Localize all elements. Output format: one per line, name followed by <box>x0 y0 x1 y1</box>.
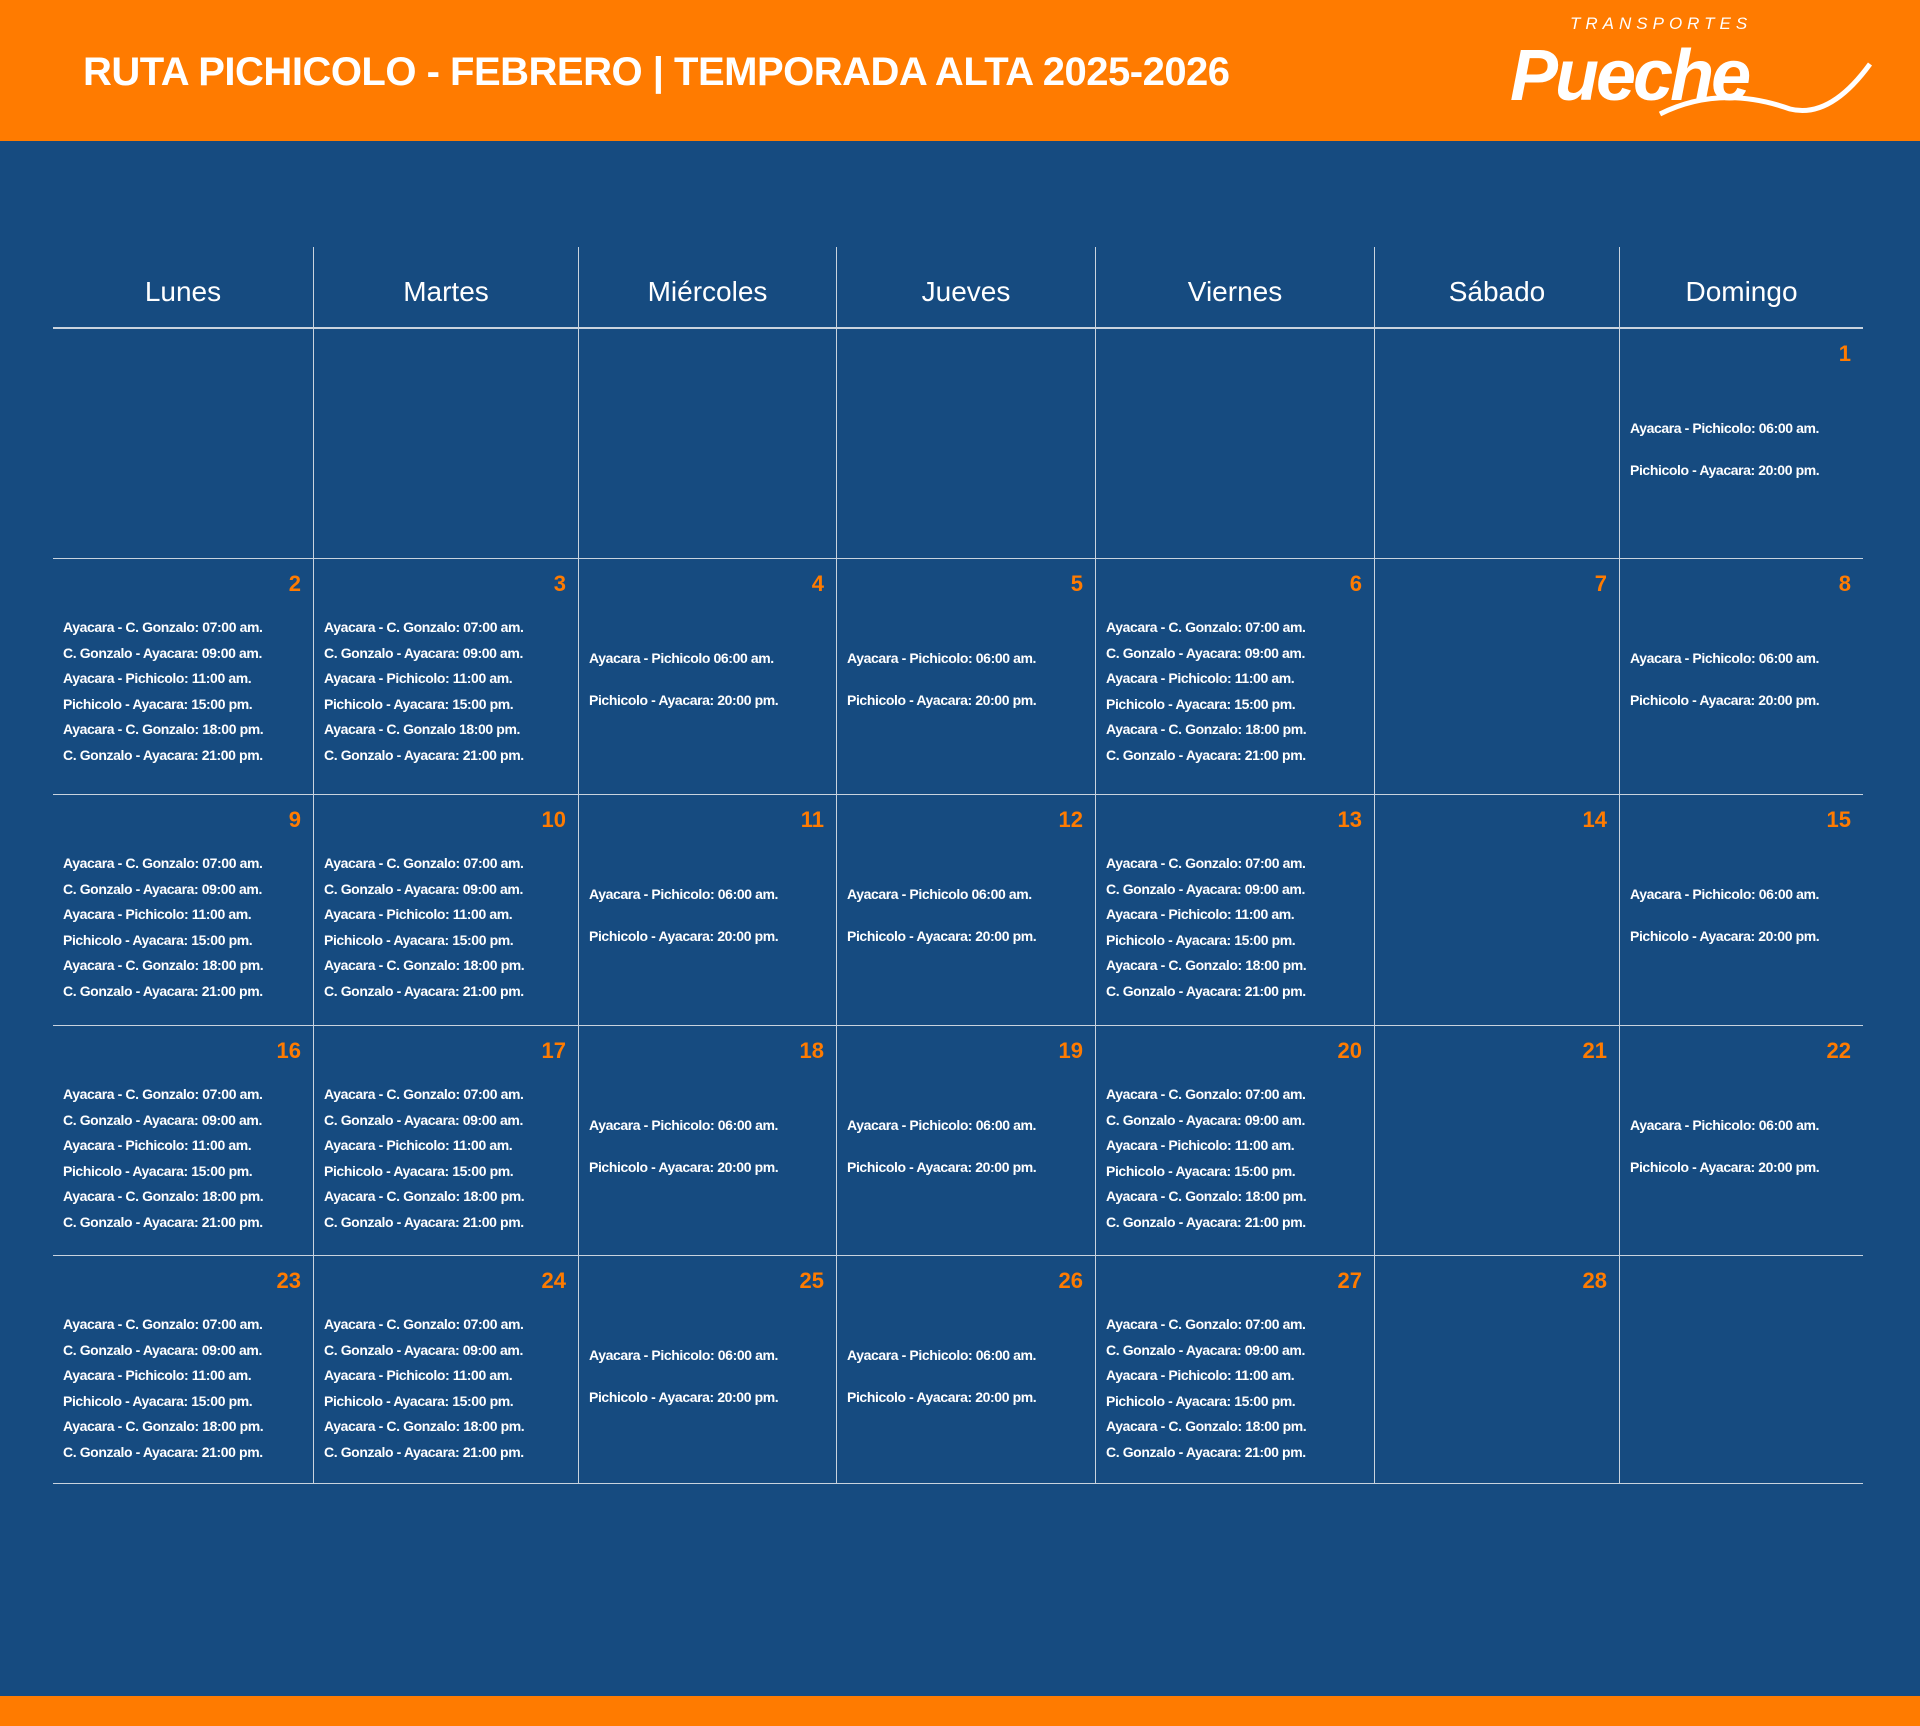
week-row <box>53 1256 1863 1484</box>
trip-item: Pichicolo - Ayacara: 20:00 pm. <box>589 928 779 944</box>
trip-list <box>1106 1312 1370 1465</box>
trip-item: C. Gonzalo - Ayacara: 21:00 pm. <box>1106 982 1306 999</box>
trip-item: Ayacara - C. Gonzalo: 18:00 pm. <box>63 957 264 973</box>
trip-item: Ayacara - C. Gonzalo: 07:00 am. <box>1106 1316 1306 1332</box>
trip-item: Ayacara - Pichicolo: 06:00 am. <box>847 1117 1037 1133</box>
trip-item: Ayacara - C. Gonzalo: 18:00 pm. <box>63 1418 264 1434</box>
day-cell <box>53 329 313 558</box>
day-cell <box>1619 795 1863 1025</box>
trip-list <box>847 1334 1091 1418</box>
day-cell <box>578 1256 836 1483</box>
day-number: 3 <box>553 571 566 596</box>
trip-item: Pichicolo - Ayacara: 15:00 pm. <box>1106 695 1296 712</box>
day-number: 24 <box>541 1268 566 1293</box>
day-cell <box>1095 1256 1374 1483</box>
trip-item: Ayacara - Pichicolo: 11:00 am. <box>63 906 252 922</box>
trip-item: Pichicolo - Ayacara: 20:00 pm. <box>589 1389 779 1405</box>
trip-item: Ayacara - Pichicolo: 06:00 am. <box>1630 650 1820 666</box>
trip-item: C. Gonzalo - Ayacara: 21:00 pm. <box>63 746 263 763</box>
trip-item: Ayacara - C. Gonzalo: 07:00 am. <box>63 1086 263 1102</box>
trip-item: Ayacara - Pichicolo: 11:00 am. <box>324 906 513 922</box>
trip-item: C. Gonzalo - Ayacara: 21:00 pm. <box>324 746 524 763</box>
day-number: 17 <box>541 1038 566 1063</box>
page-title: RUTA PICHICOLO - FEBRERO | TEMPORADA ALTA 2025-2026 <box>83 50 1230 94</box>
day-cell <box>53 795 313 1025</box>
trip-item: Ayacara - Pichicolo: 11:00 am. <box>1106 1367 1295 1383</box>
day-number: 23 <box>276 1268 301 1293</box>
trip-item: Ayacara - Pichicolo: 11:00 am. <box>324 1367 513 1383</box>
trip-item: Ayacara - C. Gonzalo: 18:00 pm. <box>324 957 525 973</box>
trip-list <box>324 851 574 1004</box>
trip-item: Pichicolo - Ayacara: 15:00 pm. <box>324 1392 514 1409</box>
weekday-6: Domingo <box>1619 247 1863 327</box>
day-number <box>63 341 309 371</box>
trip-item: C. Gonzalo - Ayacara: 09:00 am. <box>1106 644 1305 661</box>
trip-item: Ayacara - C. Gonzalo: 07:00 am. <box>63 855 263 871</box>
trip-item: Ayacara - Pichicolo: 11:00 am. <box>1106 670 1295 686</box>
day-cell <box>1619 1256 1863 1483</box>
trip-item: C. Gonzalo - Ayacara: 21:00 pm. <box>324 1213 524 1230</box>
trip-item: C. Gonzalo - Ayacara: 21:00 pm. <box>324 982 524 999</box>
trip-list <box>63 1082 309 1235</box>
weekday-1: Martes <box>313 247 578 327</box>
day-cell <box>1619 329 1863 558</box>
trip-list <box>1106 851 1370 1004</box>
logo-text: Pueche <box>1510 36 1749 116</box>
trip-item: Pichicolo - Ayacara: 15:00 pm. <box>1106 1392 1296 1409</box>
day-number: 25 <box>799 1268 824 1293</box>
day-number: 20 <box>1337 1038 1362 1063</box>
trip-item: C. Gonzalo - Ayacara: 09:00 am. <box>324 880 523 897</box>
trip-item: Ayacara - Pichicolo: 06:00 am. <box>589 886 779 902</box>
day-number: 16 <box>276 1038 301 1063</box>
day-number: 2 <box>288 571 301 596</box>
weekday-0: Lunes <box>144 276 222 307</box>
trip-item: C. Gonzalo - Ayacara: 21:00 pm. <box>1106 1443 1306 1460</box>
day-cell <box>1095 559 1374 794</box>
trip-item: Ayacara - Pichicolo: 06:00 am. <box>1630 1117 1820 1133</box>
trip-item: Ayacara - C. Gonzalo: 18:00 pm. <box>324 1418 525 1434</box>
day-number: 5 <box>1070 571 1083 596</box>
trip-list <box>324 615 574 768</box>
day-cell <box>836 1026 1095 1255</box>
trip-item: Pichicolo - Ayacara: 20:00 pm. <box>847 928 1037 944</box>
day-cell <box>313 329 578 558</box>
trip-item: Pichicolo - Ayacara: 15:00 pm. <box>1106 931 1296 948</box>
week-row <box>53 329 1863 559</box>
trip-item: Pichicolo - Ayacara: 20:00 pm. <box>847 692 1037 708</box>
day-number: 10 <box>541 807 566 832</box>
trip-item: Ayacara - C. Gonzalo: 18:00 pm. <box>63 721 264 737</box>
day-cell <box>1374 795 1619 1025</box>
trip-list <box>1106 1082 1370 1235</box>
trip-item: C. Gonzalo - Ayacara: 09:00 am. <box>63 644 262 661</box>
trip-item: C. Gonzalo - Ayacara: 21:00 pm. <box>63 982 263 999</box>
trip-item: Ayacara - C. Gonzalo: 07:00 am. <box>324 1086 524 1102</box>
day-cell <box>578 795 836 1025</box>
trip-list <box>589 873 832 957</box>
week-row <box>53 559 1863 795</box>
logo-small-text: TRANSPORTES <box>1570 14 1753 33</box>
trip-item: Ayacara - C. Gonzalo: 07:00 am. <box>324 1316 524 1332</box>
day-number: 15 <box>1826 807 1851 832</box>
company-logo <box>1510 14 1880 129</box>
trip-list <box>589 1104 832 1188</box>
weekday-header <box>53 247 1863 329</box>
day-number <box>324 341 574 371</box>
day-cell <box>313 1026 578 1255</box>
weekday-5: Sábado <box>1374 247 1619 327</box>
day-cell <box>53 559 313 794</box>
trip-item: Pichicolo - Ayacara: 15:00 pm. <box>324 695 514 712</box>
trip-item: Pichicolo - Ayacara: 15:00 pm. <box>63 695 253 712</box>
trip-item: Ayacara - C. Gonzalo: 18:00 pm. <box>1106 721 1307 737</box>
trip-item: Pichicolo - Ayacara: 15:00 pm. <box>63 1392 253 1409</box>
day-number: 8 <box>1838 571 1851 596</box>
trip-list <box>1630 873 1859 957</box>
day-cell <box>578 559 836 794</box>
trip-item: Ayacara - Pichicolo 06:00 am. <box>589 650 774 666</box>
day-cell <box>1374 1256 1619 1483</box>
day-cell <box>1374 559 1619 794</box>
trip-item: Pichicolo - Ayacara: 20:00 pm. <box>847 1389 1037 1405</box>
trip-item: Ayacara - Pichicolo: 06:00 am. <box>1630 420 1820 436</box>
day-number <box>1385 341 1615 371</box>
day-cell <box>1095 329 1374 558</box>
day-cell <box>1374 1026 1619 1255</box>
trip-item: Ayacara - C. Gonzalo: 18:00 pm. <box>324 1188 525 1204</box>
trip-item: Ayacara - Pichicolo: 11:00 am. <box>63 1137 252 1153</box>
day-number: 14 <box>1582 807 1607 832</box>
trip-item: Pichicolo - Ayacara: 15:00 pm. <box>324 931 514 948</box>
trip-list <box>324 1312 574 1465</box>
trip-list <box>589 1334 832 1418</box>
header-bar <box>0 0 1920 141</box>
trip-item: Ayacara - Pichicolo 06:00 am. <box>847 886 1032 902</box>
trip-item: C. Gonzalo - Ayacara: 09:00 am. <box>1106 1111 1305 1128</box>
day-number: 27 <box>1337 1268 1362 1293</box>
week-row <box>53 795 1863 1026</box>
trip-item: C. Gonzalo - Ayacara: 09:00 am. <box>63 1341 262 1358</box>
trip-item: C. Gonzalo - Ayacara: 09:00 am. <box>63 1111 262 1128</box>
day-number <box>1106 341 1370 371</box>
trip-item: Ayacara - Pichicolo: 06:00 am. <box>847 1347 1037 1363</box>
calendar-body <box>53 329 1863 1484</box>
trip-item: C. Gonzalo - Ayacara: 09:00 am. <box>324 644 523 661</box>
week-row <box>53 1026 1863 1256</box>
trip-item: Pichicolo - Ayacara: 20:00 pm. <box>1630 928 1820 944</box>
trip-item: Ayacara - Pichicolo: 11:00 am. <box>63 1367 252 1383</box>
trip-list <box>1630 1104 1859 1188</box>
trip-item: Ayacara - Pichicolo: 06:00 am. <box>1630 886 1820 902</box>
trip-item: C. Gonzalo - Ayacara: 21:00 pm. <box>1106 1213 1306 1230</box>
trip-item: Ayacara - Pichicolo: 06:00 am. <box>589 1117 779 1133</box>
day-number: 11 <box>800 807 824 832</box>
day-number <box>847 341 1091 371</box>
day-cell <box>836 559 1095 794</box>
trip-item: C. Gonzalo - Ayacara: 21:00 pm. <box>63 1443 263 1460</box>
day-cell <box>1619 1026 1863 1255</box>
trip-item: Pichicolo - Ayacara: 20:00 pm. <box>589 1159 779 1175</box>
calendar <box>53 247 1863 1484</box>
trip-item: Ayacara - C. Gonzalo: 07:00 am. <box>63 619 263 635</box>
trip-item: C. Gonzalo - Ayacara: 21:00 pm. <box>1106 746 1306 763</box>
trip-list <box>847 873 1091 957</box>
day-cell <box>313 1256 578 1483</box>
trip-item: Ayacara - C. Gonzalo: 18:00 pm. <box>1106 957 1307 973</box>
trip-item: C. Gonzalo - Ayacara: 21:00 pm. <box>324 1443 524 1460</box>
day-cell <box>53 1026 313 1255</box>
trip-item: Pichicolo - Ayacara: 15:00 pm. <box>63 1162 253 1179</box>
day-number: 6 <box>1349 571 1362 596</box>
day-number: 13 <box>1337 807 1362 832</box>
trip-item: C. Gonzalo - Ayacara: 09:00 am. <box>324 1341 523 1358</box>
weekday-3: Jueves <box>836 247 1095 327</box>
trip-list <box>63 1312 309 1465</box>
trip-list <box>847 637 1091 721</box>
day-number <box>589 341 832 371</box>
trip-item: Ayacara - C. Gonzalo: 18:00 pm. <box>63 1188 264 1204</box>
day-cell <box>1619 559 1863 794</box>
day-number <box>1630 1268 1859 1298</box>
trip-item: Ayacara - Pichicolo: 11:00 am. <box>324 670 513 686</box>
trip-item: Pichicolo - Ayacara: 20:00 pm. <box>1630 1159 1820 1175</box>
trip-list <box>63 615 309 768</box>
trip-item: Pichicolo - Ayacara: 20:00 pm. <box>589 692 779 708</box>
trip-item: Pichicolo - Ayacara: 20:00 pm. <box>1630 692 1820 708</box>
trip-item: Ayacara - C. Gonzalo 18:00 pm. <box>324 721 520 737</box>
trip-list <box>847 1104 1091 1188</box>
wave-icon <box>1640 54 1880 124</box>
trip-item: Ayacara - Pichicolo: 11:00 am. <box>1106 1137 1295 1153</box>
weekday-2: Miércoles <box>578 247 836 327</box>
day-number: 26 <box>1058 1268 1083 1293</box>
trip-item: Ayacara - C. Gonzalo: 07:00 am. <box>63 1316 263 1332</box>
day-number: 1 <box>1838 341 1851 366</box>
trip-item: Ayacara - C. Gonzalo: 07:00 am. <box>1106 619 1306 635</box>
trip-list <box>1106 615 1370 768</box>
day-cell <box>313 559 578 794</box>
trip-item: Pichicolo - Ayacara: 20:00 pm. <box>1630 462 1820 478</box>
day-cell <box>313 795 578 1025</box>
weekday-4: Viernes <box>1095 247 1374 327</box>
trip-list <box>1630 407 1859 491</box>
trip-item: Pichicolo - Ayacara: 15:00 pm. <box>63 931 253 948</box>
trip-item: C. Gonzalo - Ayacara: 09:00 am. <box>1106 1341 1305 1358</box>
trip-item: Ayacara - Pichicolo: 06:00 am. <box>847 650 1037 666</box>
day-number: 19 <box>1058 1038 1083 1063</box>
trip-item: Ayacara - C. Gonzalo: 07:00 am. <box>1106 1086 1306 1102</box>
trip-item: Ayacara - Pichicolo: 11:00 am. <box>1106 906 1295 922</box>
day-number: 28 <box>1582 1268 1607 1293</box>
day-cell <box>578 1026 836 1255</box>
trip-item: Ayacara - C. Gonzalo: 07:00 am. <box>324 855 524 871</box>
trip-item: C. Gonzalo - Ayacara: 09:00 am. <box>63 880 262 897</box>
day-cell <box>836 329 1095 558</box>
trip-item: Ayacara - Pichicolo: 11:00 am. <box>324 1137 513 1153</box>
day-number: 4 <box>811 571 824 596</box>
trip-list <box>1630 637 1859 721</box>
day-cell <box>53 1256 313 1483</box>
trip-item: Ayacara - C. Gonzalo: 18:00 pm. <box>1106 1188 1307 1204</box>
day-cell <box>836 1256 1095 1483</box>
trip-item: Ayacara - C. Gonzalo: 07:00 am. <box>1106 855 1306 871</box>
day-number: 12 <box>1058 807 1083 832</box>
day-cell <box>836 795 1095 1025</box>
trip-item: Ayacara - Pichicolo: 06:00 am. <box>589 1347 779 1363</box>
trip-item: C. Gonzalo - Ayacara: 21:00 pm. <box>63 1213 263 1230</box>
trip-item: Ayacara - Pichicolo: 11:00 am. <box>63 670 252 686</box>
trip-item: C. Gonzalo - Ayacara: 09:00 am. <box>1106 880 1305 897</box>
day-number: 18 <box>799 1038 824 1063</box>
footer-bar <box>0 1696 1920 1726</box>
day-number: 22 <box>1826 1038 1851 1063</box>
trip-item: Pichicolo - Ayacara: 15:00 pm. <box>324 1162 514 1179</box>
trip-item: C. Gonzalo - Ayacara: 09:00 am. <box>324 1111 523 1128</box>
trip-item: Ayacara - C. Gonzalo: 18:00 pm. <box>1106 1418 1307 1434</box>
trip-item: Pichicolo - Ayacara: 20:00 pm. <box>847 1159 1037 1175</box>
day-cell <box>1095 795 1374 1025</box>
day-cell <box>1374 329 1619 558</box>
trip-list <box>63 851 309 1004</box>
trip-list <box>589 637 832 721</box>
day-cell <box>1095 1026 1374 1255</box>
day-number: 21 <box>1582 1038 1607 1063</box>
trip-item: Ayacara - C. Gonzalo: 07:00 am. <box>324 619 524 635</box>
trip-list <box>324 1082 574 1235</box>
day-cell <box>578 329 836 558</box>
trip-item: Pichicolo - Ayacara: 15:00 pm. <box>1106 1162 1296 1179</box>
day-number: 7 <box>1594 571 1607 596</box>
day-number: 9 <box>288 807 301 832</box>
